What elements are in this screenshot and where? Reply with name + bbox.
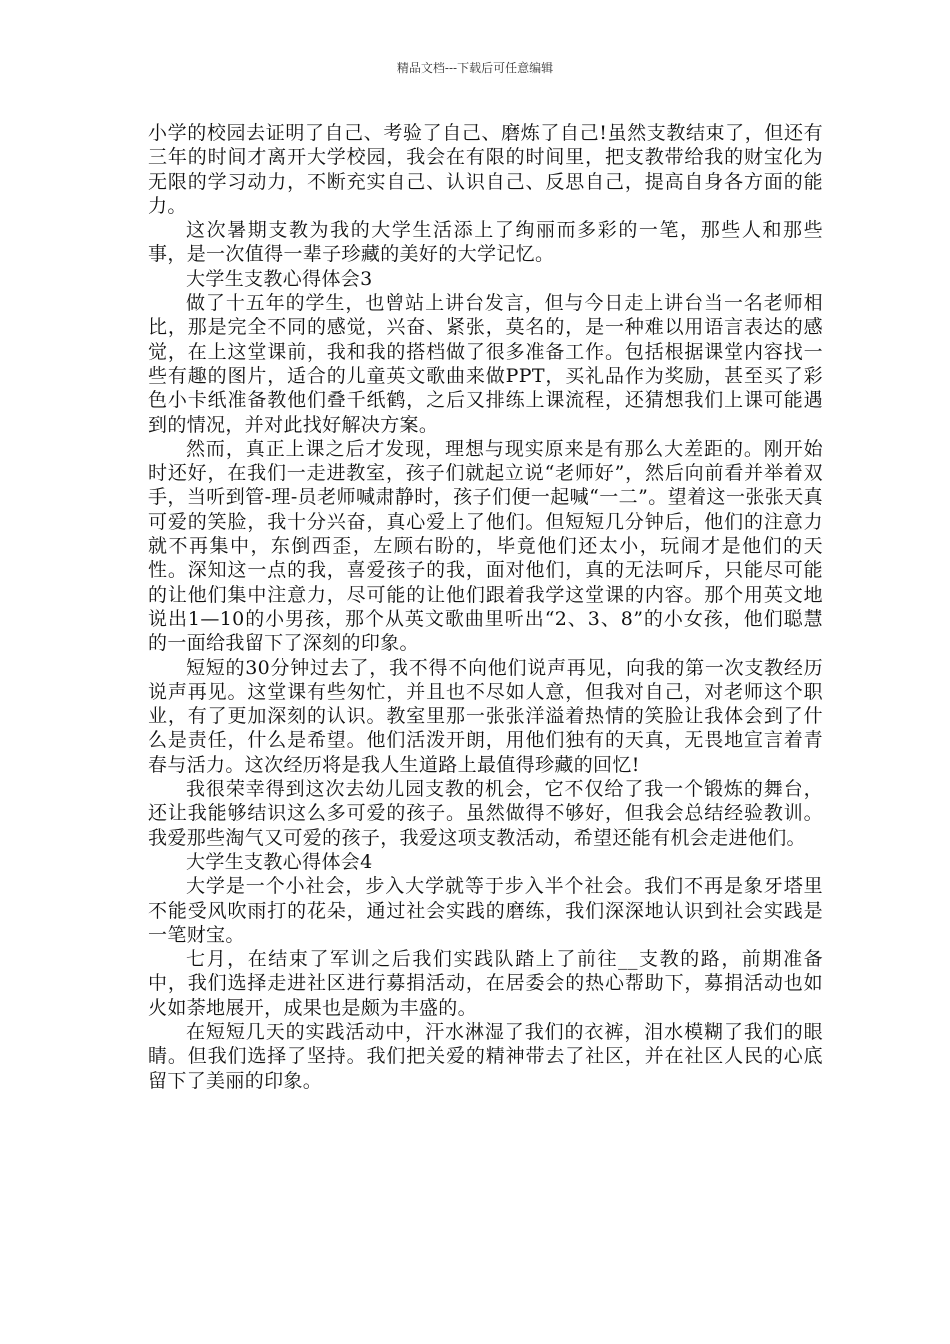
paragraph-continued: 小学的校园去证明了自己、考验了自己、磨炼了自己!虽然支教结束了，但还有三年的时间才离开大学校园，我会在有限的时间里，把支教带给我的财宝化为无限的学习动力，不断充实自己、认识自己、反思自己，提高自身各方面的能力。	[148, 122, 823, 217]
paragraph: 我很荣幸得到这次去幼儿园支教的机会，它不仅给了我一个锻炼的舞台，还让我能够结识这么多可爱的孩子。虽然做得不够好，但我会总结经验教训。我爱那些淘气又可爱的孩子，我爱这项支教活动，希望还能有机会走进他们。	[148, 778, 823, 849]
paragraph: 大学是一个小社会，步入大学就等于步入半个社会。我们不再是象牙塔里不能受风吹雨打的花朵，通过社会实践的磨练，我们深深地认识到社会实践是一笔财宝。	[148, 875, 823, 946]
paragraph: 做了十五年的学生，也曾站上讲台发言，但与今日走上讲台当一名老师相比，那是完全不同的感觉，兴奋、紧张，莫名的，是一种难以用语言表达的感觉，在上这堂课前，我和我的搭档做了很多准备工作。包括根据课堂内容找一些有趣的图片，适合的儿童英文歌曲来做PPT，买礼品作为奖励，甚至买了彩色小卡纸准备教他们叠千纸鹤，之后又排练上课流程，还猜想我们上课可能遇到的情况，并对此找好解决方案。	[148, 292, 823, 436]
section-heading-3: 大学生支教心得体会3	[186, 267, 373, 290]
page-header: 精品文档---下载后可任意编辑	[396, 61, 554, 75]
document-body	[148, 121, 823, 1093]
paragraph: 在短短几天的实践活动中，汗水淋湿了我们的衣裤，泪水模糊了我们的眼睛。但我们选择了坚持。我们把关爱的精神带去了社区，并在社区人民的心底留下了美丽的印象。	[148, 1020, 823, 1092]
paragraph: 短短的30分钟过去了，我不得不向他们说声再见，向我的第一次支教经历说声再见。这堂课有些匆忙，并且也不尽如人意，但我对自己，对老师这个职业，有了更加深刻的认识。教室里那一张张洋溢着热情的笑脸让我体会到了什么是责任，什么是希望。他们活泼开朗，用他们独有的天真，无畏地宣言着青春与活力。这次经历将是我人生道路上最值得珍藏的回忆!	[148, 656, 823, 776]
paragraph: 这次暑期支教为我的大学生活添上了绚丽而多彩的一笔，那些人和那些事，是一次值得一辈子珍藏的美好的大学记忆。	[148, 219, 823, 266]
paragraph: 七月，在结束了军训之后我们实践队踏上了前往__支教的路，前期准备中，我们选择走进社区进行募捐活动，在居委会的热心帮助下，募捐活动也如火如荼地展开，成果也是颇为丰盛的。	[148, 948, 823, 1019]
paragraph: 然而，真正上课之后才发现，理想与现实原来是有那么大差距的。刚开始时还好，在我们一走进教室，孩子们就起立说“老师好”，然后向前看并举着双手，当听到管-理-员老师喊肃静时，孩子们便一起喊“一二”。望着这一张张天真可爱的笑脸，我十分兴奋，真心爱上了他们。但短短几分钟后，他们的注意力就不再集中，东倒西歪，左顾右盼的，毕竟他们还太小，玩闹才是他们的天性。深知这一点的我，喜爱孩子的我，面对他们，真的无法呵斥，只能尽可能的让他们集中注意力，尽可能的让他们跟着我学这堂课的内容。那个用英文地说出1—10的小男孩，那个从英文歌曲里听出“2、3、8”的小女孩，他们聪慧的一面给我留下了深刻的印象。	[148, 437, 823, 655]
section-heading-4: 大学生支教心得体会4	[186, 850, 373, 873]
